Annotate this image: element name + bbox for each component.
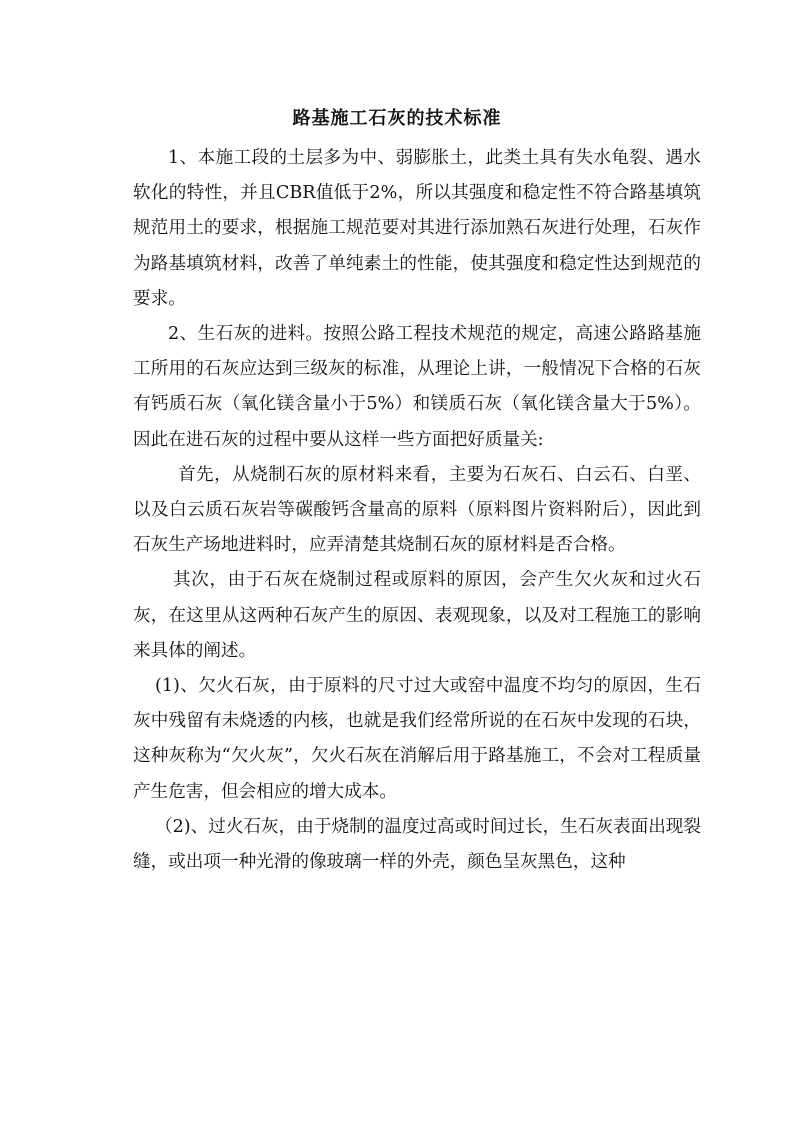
document-body xyxy=(133,141,701,880)
paragraph-2: 2、生石灰的进料。按照公路工程技术规范的规定，高速公路路基施工所用的石灰应达到三级灰的标准，从理论上讲，一般情况下合格的石灰有钙质石灰（氧化镁含量小于5%）和镁质石灰（氧化镁含量大于5%）。因此在进石灰的过程中要从这样一些方面把好质量关: xyxy=(133,324,701,450)
document-title: 路基施工石灰的技术标准 xyxy=(292,108,502,129)
paragraph-5: (1)、欠火石灰，由于原料的尺寸过大或窑中温度不均匀的原因，生石灰中残留有未烧透的内核，也就是我们经常所说的在石灰中发现的石块，这种灰称为“欠火灰”，欠火石灰在消解后用于路基施工，不会对工程质量产生危害，但会相应的增大成本。 xyxy=(133,676,701,802)
paragraph-6: （2)、过火石灰，由于烧制的温度过高或时间过长，生石灰表面出现裂缝，或出项一种光滑的像玻璃一样的外壳，颜色呈灰黑色，这种 xyxy=(133,816,701,873)
paragraph-3: 首先，从烧制石灰的原材料来看，主要为石灰石、白云石、白垩、以及白云质石灰岩等碳酸钙含量高的原料（原料图片资料附后），因此到石灰生产场地进料时，应弄清楚其烧制石灰的原材料是否合格。 xyxy=(133,464,701,556)
paragraph-1: 1、本施工段的土层多为中、弱膨胀土，此类土具有失水龟裂、遇水软化的特性，并且CBR值低于2%，所以其强度和稳定性不符合路基填筑规范用土的要求，根据施工规范要对其进行添加熟石灰进行处理，石灰作为路基填筑材料，改善了单纯素土的性能，使其强度和稳定性达到规范的要求。 xyxy=(133,148,701,309)
paragraph-4: 其次，由于石灰在烧制过程或原料的原因，会产生欠火灰和过火石灰，在这里从这两种石灰产生的原因、表观现象，以及对工程施工的影响来具体的阐述。 xyxy=(133,570,701,661)
